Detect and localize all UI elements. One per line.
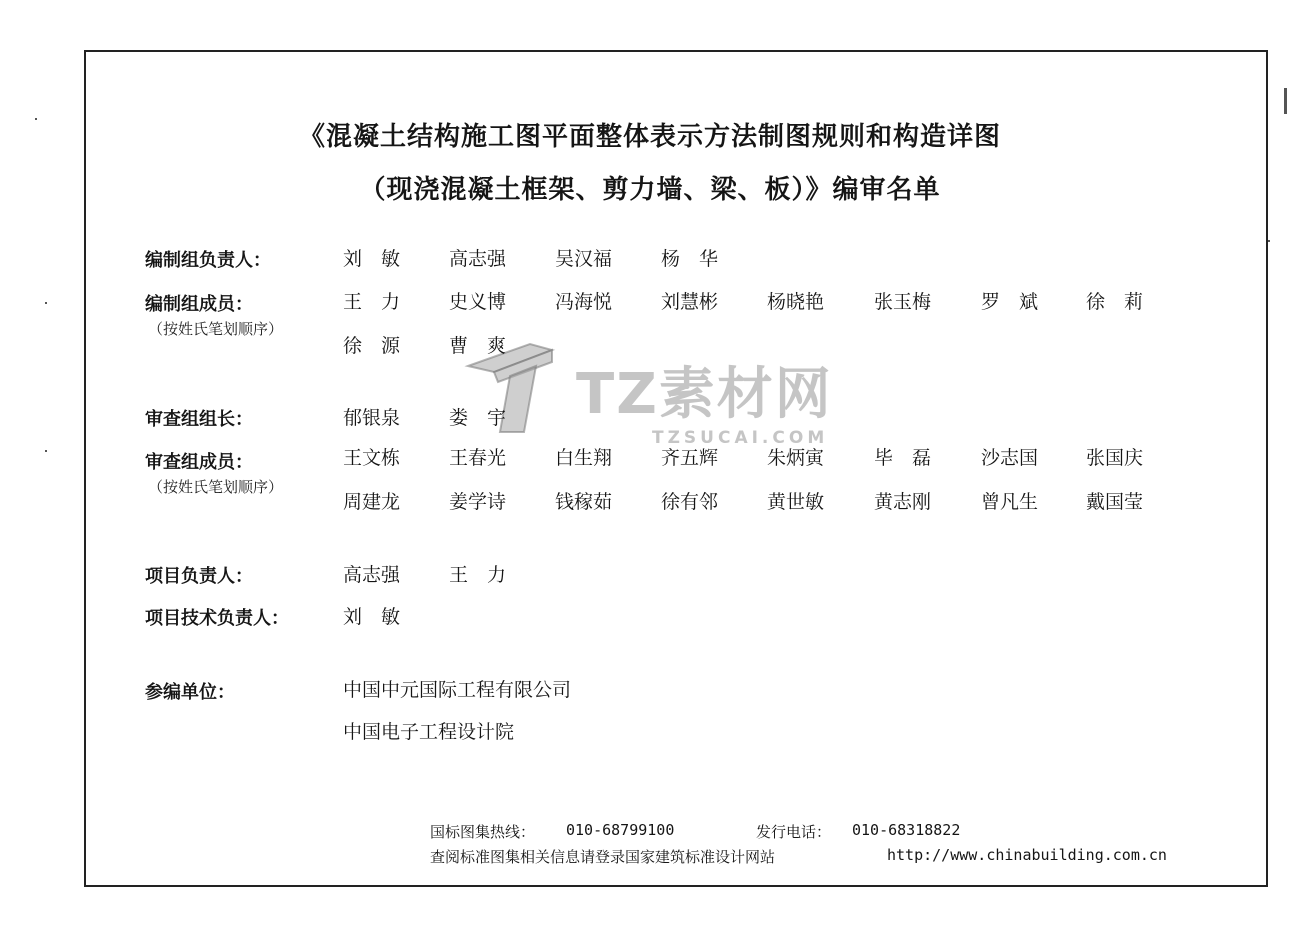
project-leader-name: 王 力 <box>449 564 507 586</box>
compile-leader-name: 杨 华 <box>661 248 719 270</box>
review-member-name: 钱稼茹 <box>555 491 613 513</box>
scan-speck <box>1268 240 1270 242</box>
review-member-name: 张国庆 <box>1086 447 1144 469</box>
review-members-note: （按姓氏笔划顺序） <box>148 478 284 496</box>
compile-member-name: 刘慧彬 <box>661 291 719 313</box>
scan-speck <box>45 302 47 304</box>
review-member-name: 周建龙 <box>343 491 401 513</box>
review-member-name: 黄世敏 <box>767 491 825 513</box>
review-member-name: 徐有邻 <box>661 491 719 513</box>
watermark-brand: TZ素材网 <box>576 362 833 427</box>
participating-unit: 中国电子工程设计院 <box>343 721 515 743</box>
compile-leaders-label: 编制组负责人： <box>145 250 271 271</box>
compile-member-name: 罗 斌 <box>981 291 1039 313</box>
compile-member-name: 曹 爽 <box>449 335 507 357</box>
compile-leader-name: 刘 敏 <box>343 248 401 270</box>
review-member-name: 王文栋 <box>343 447 401 469</box>
hotline-label: 国标图集热线： <box>430 823 536 841</box>
scan-speck <box>45 450 47 452</box>
review-member-name: 戴国莹 <box>1086 491 1144 513</box>
participating-unit: 中国中元国际工程有限公司 <box>343 679 572 701</box>
compile-leader-name: 吴汉福 <box>555 248 613 270</box>
website-info-text: 查阅标准图集相关信息请登录国家建筑标准设计网站 <box>430 848 776 866</box>
review-member-name: 毕 磊 <box>874 447 932 469</box>
review-members-label: 审查组成员： <box>145 452 253 473</box>
review-member-name: 齐五辉 <box>661 447 719 469</box>
hotline-number: 010-68799100 <box>566 821 675 839</box>
review-member-name: 王春光 <box>449 447 507 469</box>
review-member-name: 曾凡生 <box>981 491 1039 513</box>
review-leader-label: 审查组组长： <box>145 409 253 430</box>
document-title-line2: （现浇混凝土框架、剪力墙、梁、板）》编审名单 <box>359 175 941 205</box>
compile-member-name: 冯海悦 <box>555 291 613 313</box>
project-leader-name: 高志强 <box>343 564 401 586</box>
compile-members-label: 编制组成员： <box>145 294 253 315</box>
review-leader-name: 娄 宇 <box>449 407 507 429</box>
issue-phone-number: 010-68318822 <box>852 821 961 839</box>
scan-speck <box>1284 88 1287 114</box>
project-leader-label: 项目负责人： <box>145 566 253 587</box>
project-tech-leader-label: 项目技术负责人： <box>145 608 289 629</box>
document-title-line1: 《混凝土结构施工图平面整体表示方法制图规则和构造详图 <box>298 122 1001 152</box>
compile-member-name: 史义博 <box>449 291 507 313</box>
review-member-name: 沙志国 <box>981 447 1039 469</box>
review-member-name: 朱炳寅 <box>767 447 825 469</box>
issue-phone-label: 发行电话： <box>756 823 832 841</box>
compile-member-name: 张玉梅 <box>874 291 932 313</box>
review-member-name: 白生翔 <box>555 447 613 469</box>
participating-units-label: 参编单位： <box>145 682 235 703</box>
compile-member-name: 徐 源 <box>343 335 401 357</box>
review-member-name: 黄志刚 <box>874 491 932 513</box>
project-tech-leader-name: 刘 敏 <box>343 606 401 628</box>
website-link[interactable]: http://www.chinabuilding.com.cn <box>887 846 1167 864</box>
compile-member-name: 王 力 <box>343 291 401 313</box>
review-leader-name: 郁银泉 <box>343 407 401 429</box>
compile-member-name: 徐 莉 <box>1086 291 1144 313</box>
review-member-name: 姜学诗 <box>449 491 507 513</box>
watermark-domain: TZSUCAI.COM <box>652 428 829 448</box>
compile-leader-name: 高志强 <box>449 248 507 270</box>
compile-member-name: 杨晓艳 <box>767 291 825 313</box>
compile-members-note: （按姓氏笔划顺序） <box>148 320 284 338</box>
